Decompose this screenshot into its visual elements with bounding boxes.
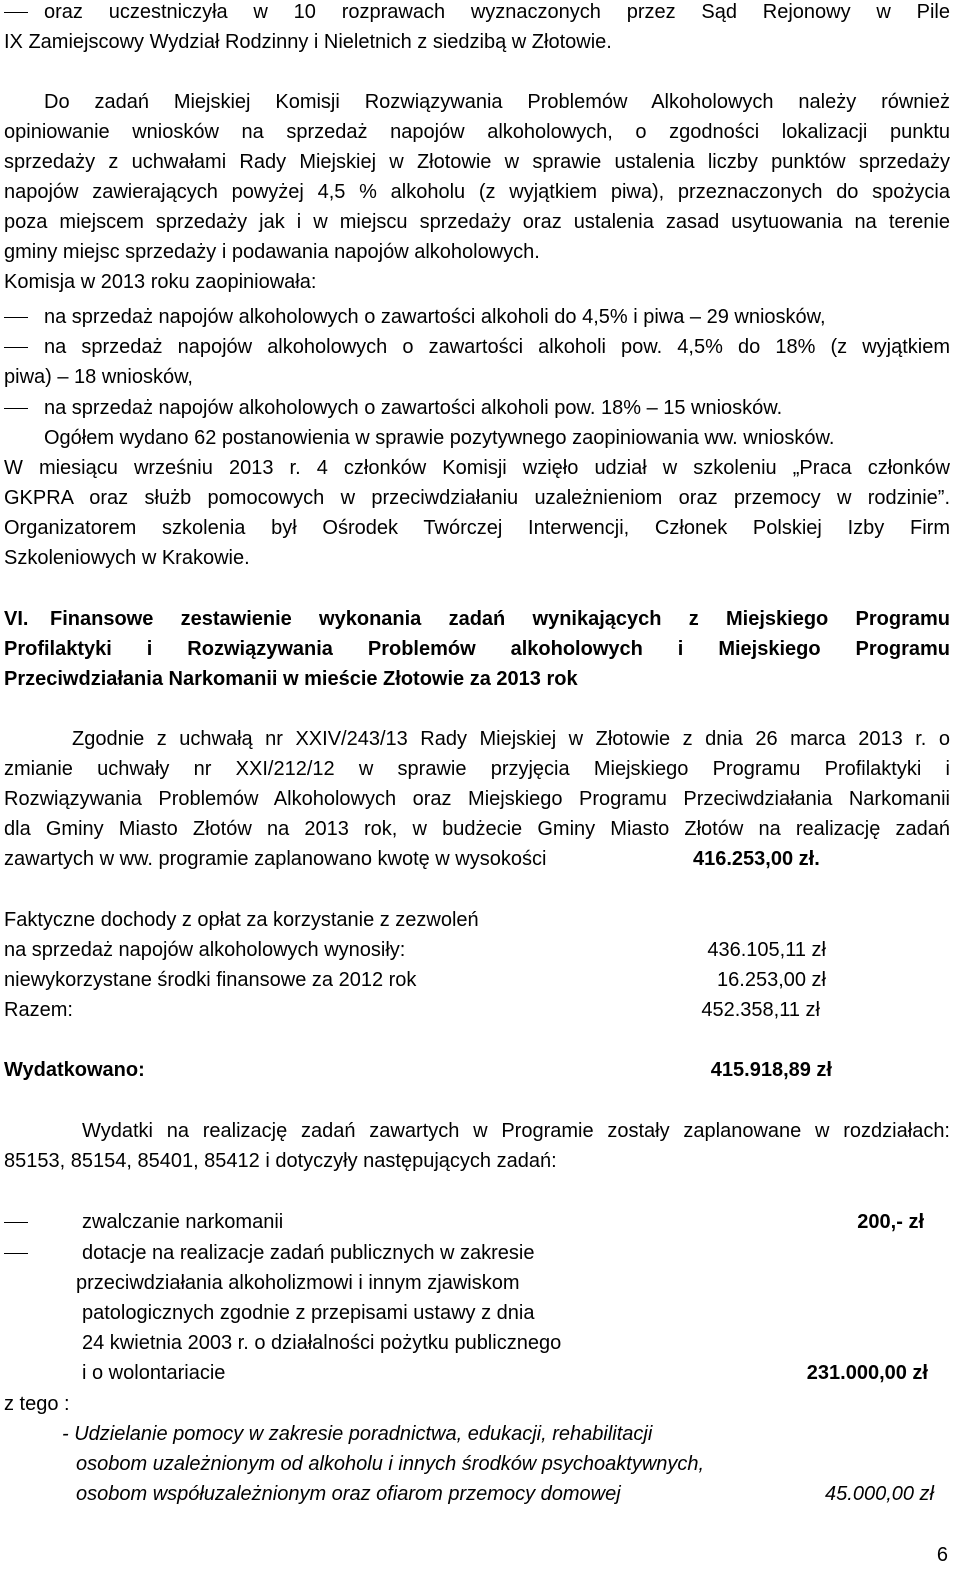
task-item-continuation: i o wolontariacie: [82, 1362, 226, 1384]
task-amount: 200,- zł: [857, 1211, 924, 1233]
income-value: 436.105,11 zł: [707, 939, 826, 961]
text-line: Zgodnie z uchwałą nr XXIV/243/13 Rady Miejskiej w Złotowie z dnia 26 marca 2013 r. o: [72, 728, 950, 750]
text-line: oraz uczestniczyła w 10 rozprawach wyznaczonych przez Sąd Rejonowy w Pile: [44, 1, 950, 23]
subtask-item: - Udzielanie pomocy w zakresie poradnictwa, edukacji, rehabilitacji: [62, 1423, 653, 1445]
task-item: dotacje na realizacje zadań publicznych w zakresie: [82, 1242, 535, 1264]
dash-bullet: [4, 0, 28, 27]
text-line: Wydatki na realizację zadań zawartych w Programie zostały zaplanowane w rozdziałach:: [82, 1120, 950, 1142]
task-item: zwalczanie narkomanii: [82, 1211, 284, 1233]
planned-amount: 416.253,00 zł.: [693, 848, 820, 870]
text-line: gminy miejsc sprzedaży i podawania napojów alkoholowych.: [4, 241, 540, 263]
text-line: poza miejscem sprzedaży jak i w miejscu sprzedaży oraz ustalenia zasad usytuowania na terenie: [4, 211, 950, 233]
text-line: IX Zamiejscowy Wydział Rodzinny i Nieletnich z siedzibą w Złotowie.: [4, 31, 612, 53]
text-line: zawartych w ww. programie zaplanowano kwotę w wysokości: [4, 848, 547, 870]
list-item: na sprzedaż napojów alkoholowych o zawartości alkoholi pow. 18% – 15 wniosków.: [44, 397, 783, 419]
text-line: napojów zawierających powyżej 4,5 % alkoholu (z wyjątkiem piwa), przeznaczonych do spożycia: [4, 181, 950, 203]
subtask-item-continuation: osobom współuzależnionym oraz ofiarom przemocy domowej: [76, 1483, 621, 1505]
text-line: Organizatorem szkolenia był Ośrodek Twórczej Interwencji, Członek Polskiej Izby Firm: [4, 517, 950, 539]
spent-label: Wydatkowano:: [4, 1059, 145, 1081]
text-line: GKPRA oraz służb pomocowych w przeciwdziałaniu uzależnieniom oraz przemocy w rodzinie”.: [4, 487, 950, 509]
text-line: 85153, 85154, 85401, 85412 i dotyczyły następujących zadań:: [4, 1150, 557, 1172]
text-line: z tego :: [4, 1393, 70, 1415]
subtask-item-continuation: osobom uzależnionym od alkoholu i innych środków psychoaktywnych,: [76, 1453, 705, 1475]
task-item-continuation: 24 kwietnia 2003 r. o działalności pożytku publicznego: [82, 1332, 562, 1354]
text-line: Ogółem wydano 62 postanowienia w sprawie pozytywnego zaopiniowania ww. wniosków.: [44, 427, 835, 449]
spent-value: 415.918,89 zł: [710, 1059, 832, 1081]
income-total: 452.358,11 zł: [701, 999, 820, 1021]
list-item: na sprzedaż napojów alkoholowych o zawartości alkoholi pow. 4,5% do 18% (z wyjątkiem: [44, 336, 950, 358]
section-heading: Przeciwdziałania Narkomanii w mieście Złotowie za 2013 rok: [4, 668, 578, 690]
section-heading: Profilaktyki i Rozwiązywania Problemów alkoholowych i Miejskiego Programu: [4, 638, 950, 660]
task-amount: 231.000,00 zł: [806, 1362, 928, 1384]
text-line: opiniowanie wniosków na sprzedaż napojów alkoholowych, o zgodności lokalizacji punktu: [4, 121, 950, 143]
section-heading: Finansowe zestawienie wykonania zadań wynikających z Miejskiego Programu: [50, 608, 950, 630]
text-line: Do zadań Miejskiej Komisji Rozwiązywania Problemów Alkoholowych należy również: [44, 91, 950, 113]
subtask-amount: 45.000,00 zł: [825, 1483, 934, 1505]
income-label: na sprzedaż napojów alkoholowych wynosiły:: [4, 939, 406, 961]
text-line: Faktyczne dochody z opłat za korzystanie z zezwoleń: [4, 909, 479, 931]
dash-bullet: [4, 393, 28, 423]
task-item-continuation: patologicznych zgodnie z przepisami ustawy z dnia: [82, 1302, 535, 1324]
dash-bullet: [4, 302, 28, 332]
dash-bullet: [4, 332, 28, 362]
dash-bullet: [4, 1238, 28, 1268]
text-line: Komisja w 2013 roku zaopiniowała:: [4, 271, 317, 293]
income-label: Razem:: [4, 999, 73, 1021]
text-line: Szkoleniowych w Krakowie.: [4, 547, 250, 569]
task-item-continuation: przeciwdziałania alkoholizmowi i innym zjawiskom: [76, 1272, 520, 1294]
section-number: VI.: [4, 608, 29, 630]
income-label: niewykorzystane środki finansowe za 2012 rok: [4, 969, 417, 991]
text-line: zmianie uchwały nr XXI/212/12 w sprawie przyjęcia Miejskiego Programu Profilaktyki i: [4, 758, 950, 780]
text-line: sprzedaży z uchwałami Rady Miejskiej w Złotowie w sprawie ustalenia liczby punktów sprzedaży: [4, 151, 950, 173]
list-item: na sprzedaż napojów alkoholowych o zawartości alkoholi do 4,5% i piwa – 29 wniosków,: [44, 306, 826, 328]
dash-bullet: [4, 1207, 28, 1237]
text-line: W miesiącu wrześniu 2013 r. 4 członków Komisji wzięło udział w szkoleniu „Praca członków: [4, 457, 950, 479]
income-value: 16.253,00 zł: [717, 969, 826, 991]
text-line: Rozwiązywania Problemów Alkoholowych oraz Miejskiego Programu Przeciwdziałania Narkomanii: [4, 788, 950, 810]
page-number: 6: [936, 1544, 948, 1566]
list-item-continuation: piwa) – 18 wniosków,: [4, 366, 193, 388]
text-line: dla Gminy Miasto Złotów na 2013 rok, w budżecie Gminy Miasto Złotów na realizację zadań: [4, 818, 950, 840]
